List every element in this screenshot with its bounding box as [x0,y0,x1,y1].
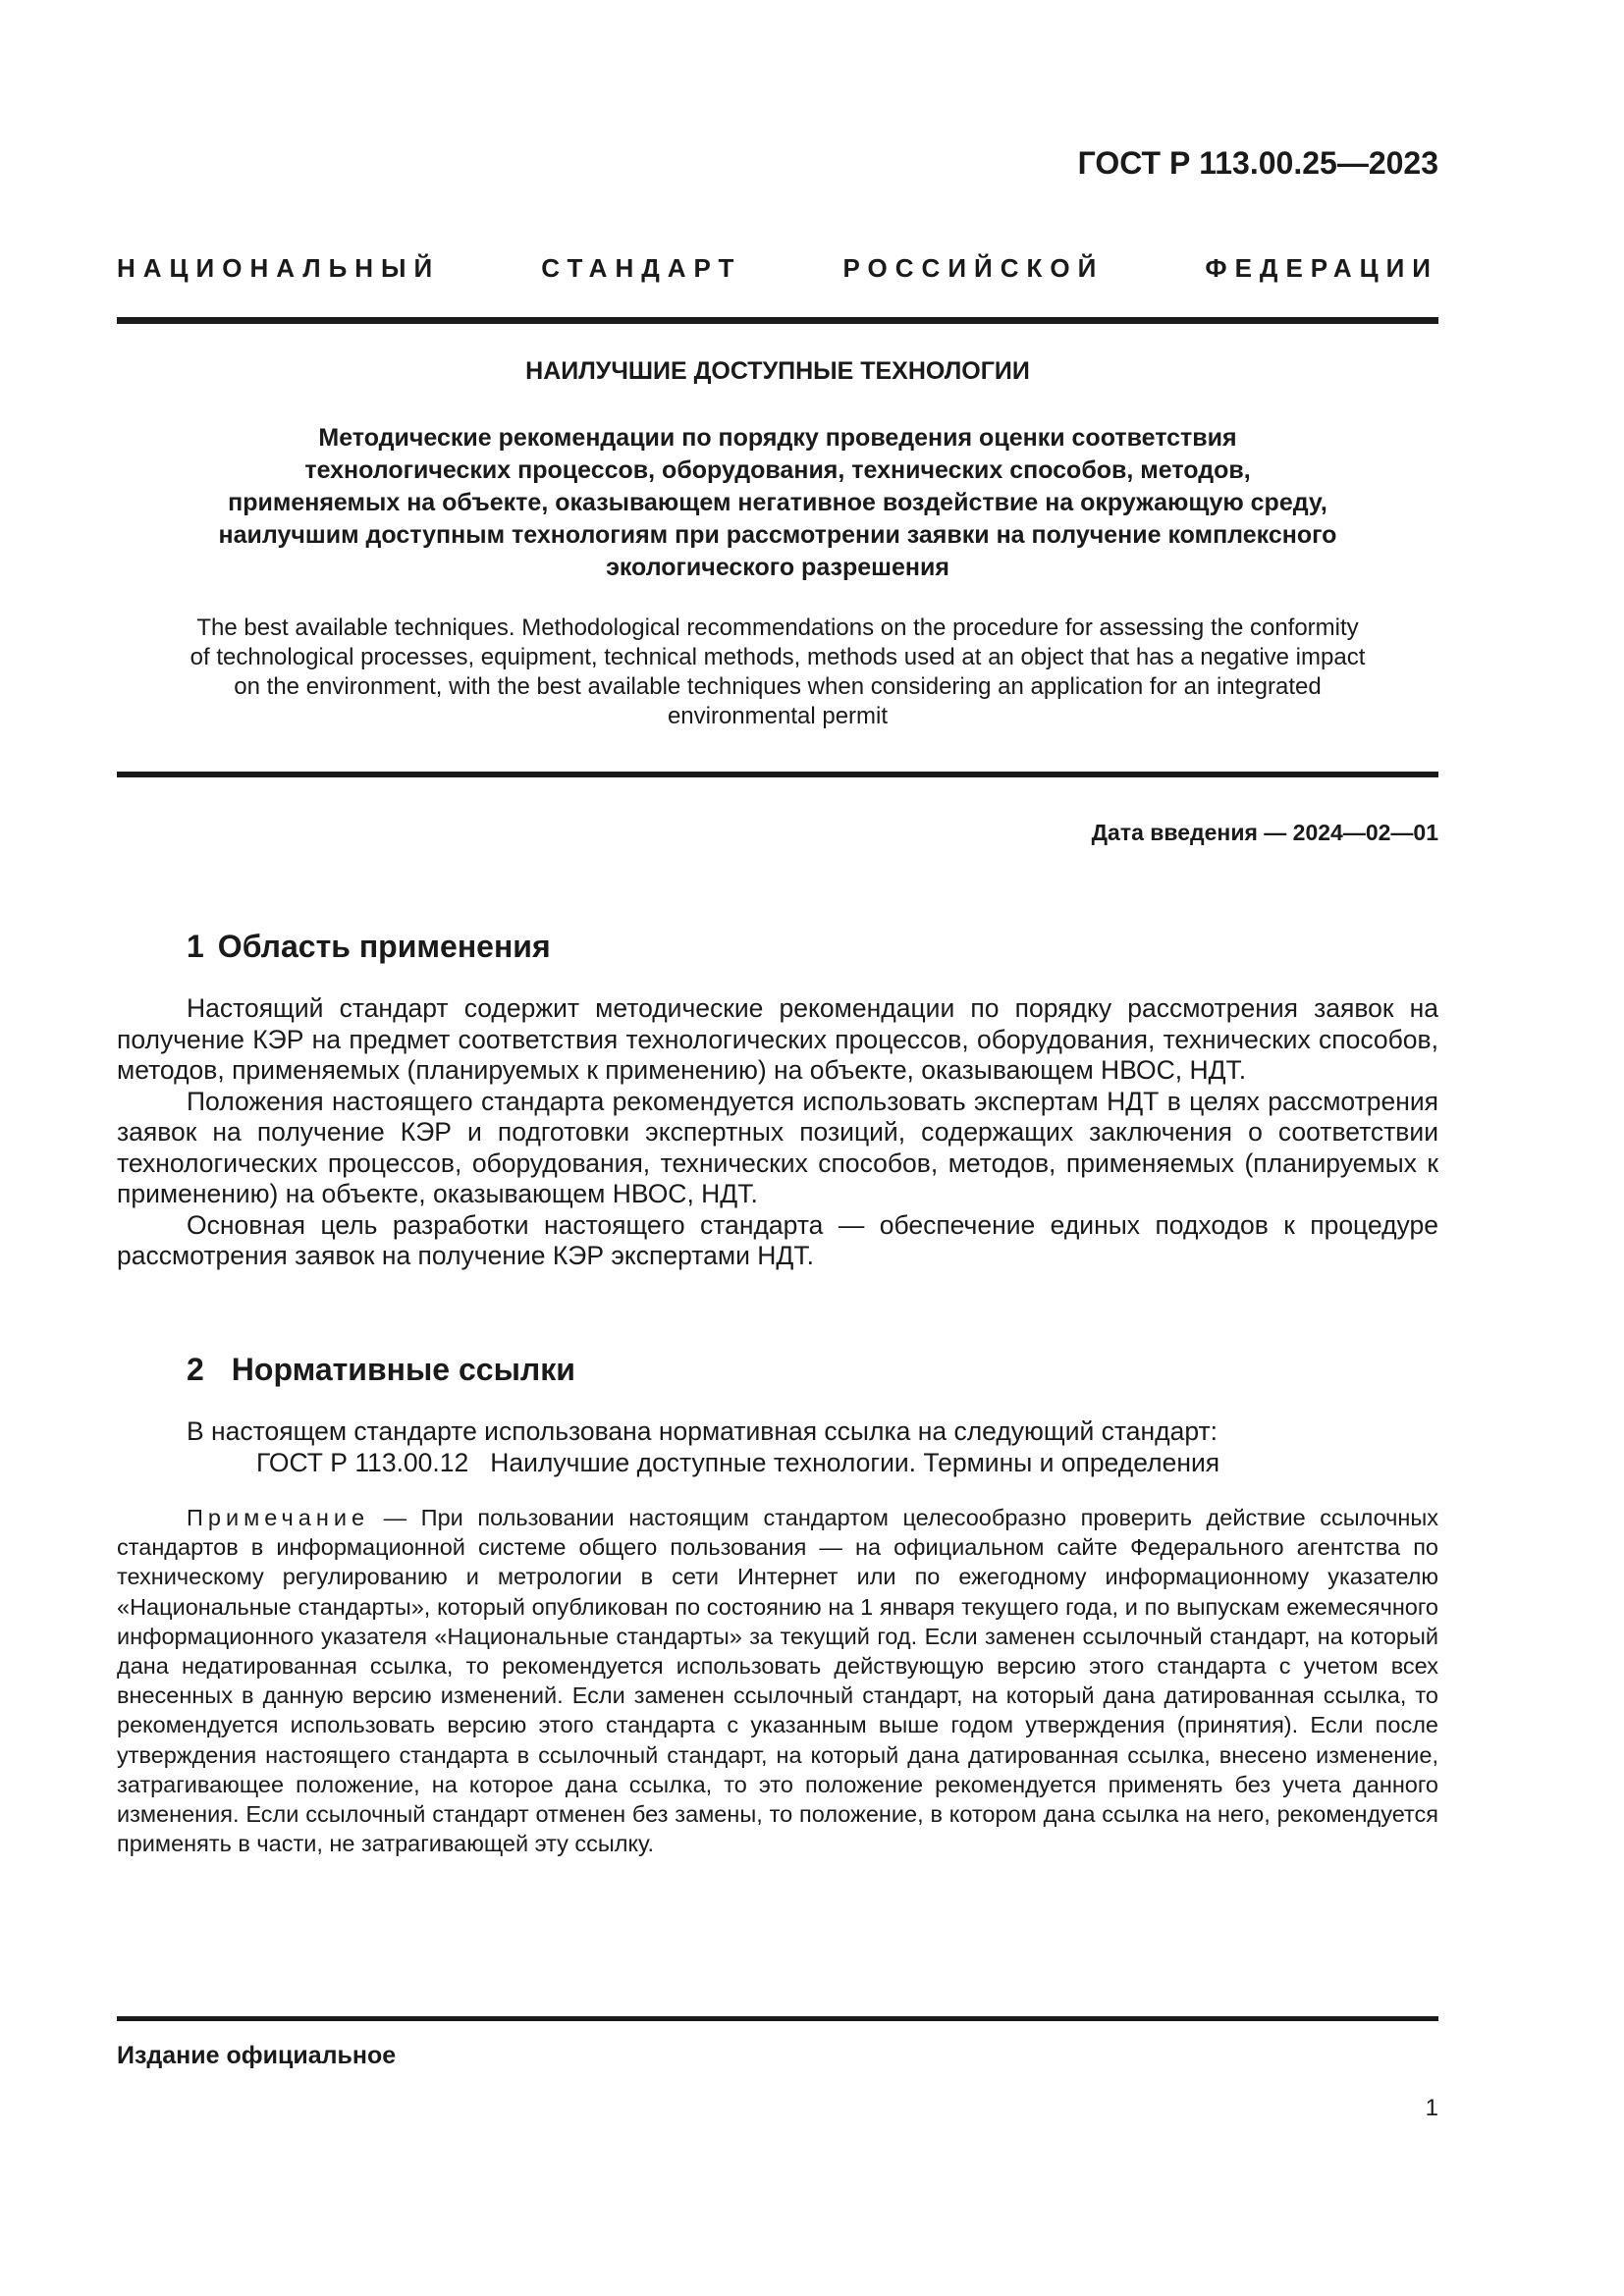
section-1-heading [187,929,551,965]
paragraph: Положения настоящего стандарта рекомендуется использовать экспертам НДТ в целях рассмотрения заявок на получение КЭР и подготовки экспертных позиций, содержащих заключения о соответствии технологических процессов, оборудования, технических способов, методов, применяемых (планируемых к применению) на объекте, оказывающем НВОС, НДТ. [117,1086,1438,1208]
subtitle-line: наилучшим доступным технологиям при рассмотрении заявки на получение комплексного [218,521,1337,549]
document-title: НАИЛУЧШИЕ ДОСТУПНЫЕ ТЕХНОЛОГИИ [525,357,1030,385]
footer-divider [117,2016,1438,2021]
english-title-line: of technological processes, equipment, technical methods, methods used at an object that has a negative impact [189,644,1366,670]
subtitle-line: технологических процессов, оборудования, технических способов, методов, [304,456,1251,484]
reference-title: Наилучшие доступные технологии. Термины и определения [490,1447,1220,1477]
section-title: Нормативные ссылки [231,1352,575,1387]
national-standard-banner: НАЦИОНАЛЬНЫЙ СТАНДАРТ РОССИЙСКОЙ ФЕДЕРАЦИИ [117,253,1438,283]
subtitle-line: применяемых на объекте, оказывающем негативное воздействие на окружающую среду, [228,489,1327,516]
standard-code: ГОСТ Р 113.00.25—2023 [1077,145,1438,181]
note-label: Примечание [187,1505,370,1530]
section-number: 1 [187,929,204,964]
section-2-heading [187,1352,575,1388]
english-title-line: The best available techniques. Methodological recommendations on the procedure for assessing the conformity [196,614,1359,641]
subtitle-line: Методические рекомендации по порядку проведения оценки соответствия [318,424,1237,452]
page-number: 1 [1425,2095,1438,2121]
english-title-line: environmental permit [667,703,889,729]
note-text: — При пользовании настоящим стандартом целесообразно проверить действие ссылочных стандартов в информационной системе общего пользования — на официальном сайте Федерального агентства по техническому регулированию и метрологии в сети Интернет или по ежегодному информационному указателю «Национальные стандарты», который опубликован по состоянию на 1 января текущего года, и по выпускам ежемесячного информационного указателя «Национальные стандарты» за текущий год. Если заменен ссылочный стандарт, на который дана недатированная ссылка, то рекомендуется использовать действующую версию этого стандарта с учетом всех внесенных в данную версию изменений. Если заменен ссылочный стандарт, на который дана датированная ссылка, то рекомендуется использовать версию этого стандарта с указанным выше годом утверждения (принятия). Если после утверждения настоящего стандарта в ссылочный стандарт, на который дана датированная ссылка, внесено изменение, затрагивающее положение, на которое дана ссылка, то это положение рекомендуется применять без учета данного изменения. Если ссылочный стандарт отменен без замены, то положение, в котором дана ссылка на него, рекомендуется применять в части, не затрагивающей эту ссылку. [117,1505,1438,1857]
paragraph: В настоящем стандарте использована нормативная ссылка на следующий стандарт: [187,1416,1218,1446]
official-edition-label: Издание официальное [117,2042,397,2069]
introduction-date: Дата введения — 2024—02—01 [1091,820,1438,845]
section-2-body [117,1416,1438,1478]
reference-code: ГОСТ Р 113.00.12 [256,1447,469,1477]
title-bottom-divider [117,772,1438,777]
paragraph: Настоящий стандарт содержит методические рекомендации по порядку рассмотрения заявок на получение КЭР на предмет соответствия технологических процессов, оборудования, технических способов, методов, применяемых (планируемых к применению) на объекте, оказывающем НВОС, НДТ. [117,993,1438,1085]
section-number: 2 [187,1352,204,1387]
section-title: Область применения [217,929,551,964]
english-title [117,614,1438,731]
note-paragraph [117,1503,1438,1858]
paragraph: Основная цель разработки настоящего стандарта — обеспечение единых подходов к процедуре рассмотрения заявок на получение КЭР экспертами НДТ. [117,1209,1438,1270]
note-block [117,1503,1438,1858]
english-title-line: on the environment, with the best available techniques when considering an application for an integrated [234,673,1322,700]
section-1-body [117,993,1438,1272]
subtitle-line: экологического разрешения [606,554,949,581]
top-divider [117,317,1438,324]
document-subtitle [117,422,1438,584]
normative-reference [117,1448,1438,1479]
